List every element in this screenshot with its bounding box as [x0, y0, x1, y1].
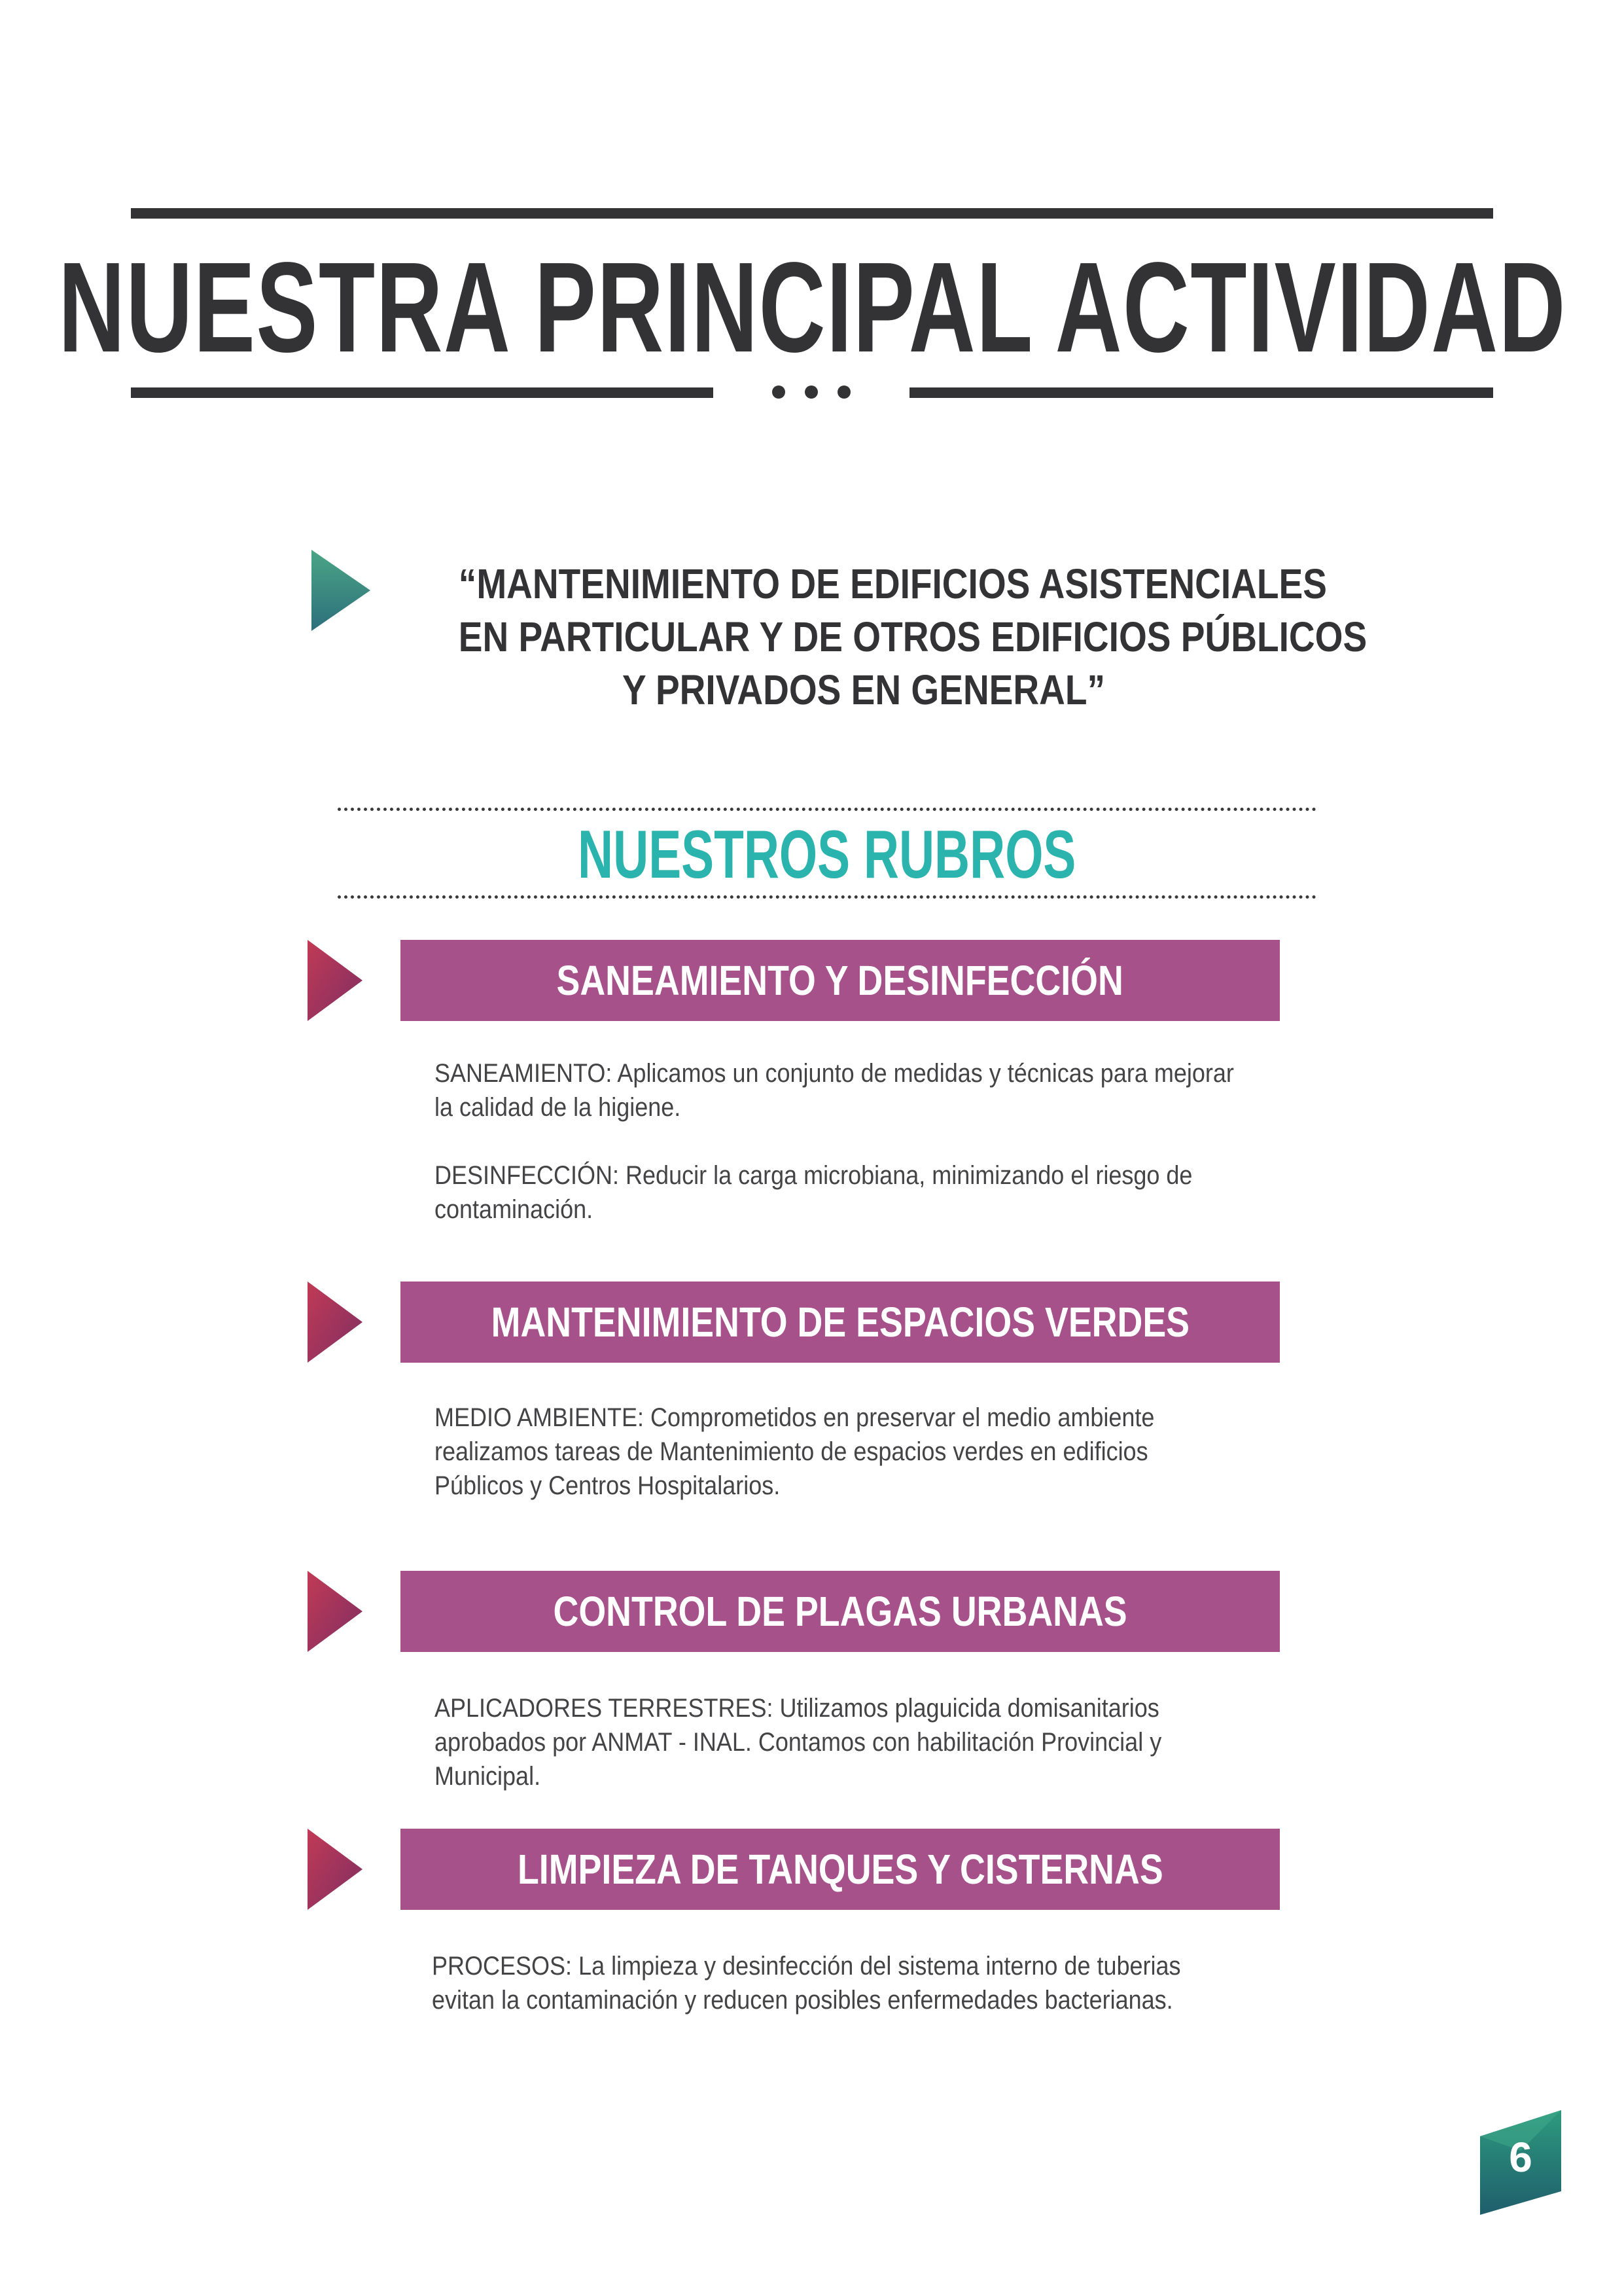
category-arrow-icon	[308, 1829, 362, 1910]
category-description-pest-control	[434, 1691, 1200, 1793]
category-title: LIMPIEZA DE TANQUES Y CISTERNAS	[517, 1846, 1163, 1893]
description-line: la calidad de la higiene.	[434, 1093, 681, 1122]
page-title	[58, 236, 1566, 380]
category-description-sanitation	[434, 1056, 1234, 1227]
category-title: CONTROL DE PLAGAS URBANAS	[553, 1588, 1127, 1635]
section-title	[338, 816, 1316, 894]
quote-arrow-icon	[311, 550, 370, 631]
quote-line: “MANTENIMIENTO DE EDIFICIOS ASISTENCIALES	[458, 560, 1327, 607]
main-activity-quote	[458, 558, 1368, 717]
description-line: aprobados por ANMAT - INAL. Contamos con habilitación Provincial y	[434, 1728, 1162, 1757]
description-line: PROCESOS: La limpieza y desinfección del sistema interno de tuberias	[432, 1952, 1181, 1981]
description-line: MEDIO AMBIENTE: Comprometidos en preservar el medio ambiente	[434, 1403, 1155, 1432]
category-arrow-icon	[308, 1571, 362, 1652]
header-bottom-rule-right	[909, 387, 1493, 398]
header-top-rule	[131, 208, 1493, 219]
header-bottom-rule-left	[131, 387, 713, 398]
category-arrow-icon	[308, 1282, 362, 1363]
ornament-dot	[772, 386, 785, 399]
category-banner-tank-cleaning	[400, 1829, 1280, 1910]
page-number: 6	[1509, 2134, 1532, 2181]
ornament-dot	[805, 386, 818, 399]
category-banner-pest-control	[400, 1571, 1280, 1652]
paragraph-gap	[434, 1124, 1200, 1158]
section-divider-bottom	[338, 895, 1316, 899]
description-line: SANEAMIENTO: Aplicamos un conjunto de medidas y técnicas para mejorar	[434, 1059, 1234, 1088]
description-line: Públicos y Centros Hospitalarios.	[434, 1471, 781, 1500]
category-title: SANEAMIENTO Y DESINFECCIÓN	[556, 957, 1124, 1004]
description-line: DESINFECCIÓN: Reducir la carga microbiana, minimizando el riesgo de	[434, 1161, 1193, 1190]
description-line: evitan la contaminación y reducen posibles enfermedades bacterianas.	[432, 1986, 1173, 2015]
quote-line: EN PARTICULAR Y DE OTROS EDIFICIOS PÚBLICOS	[458, 613, 1368, 660]
category-banner-sanitation	[400, 940, 1280, 1021]
category-title: MANTENIMIENTO DE ESPACIOS VERDES	[491, 1299, 1190, 1346]
description-line: APLICADORES TERRESTRES: Utilizamos plaguicida domisanitarios	[434, 1694, 1159, 1723]
category-description-green-spaces	[434, 1401, 1200, 1503]
description-line: Municipal.	[434, 1762, 541, 1791]
section-divider-top	[338, 808, 1316, 811]
section-title-text: NUESTROS RUBROS	[578, 817, 1076, 893]
category-banner-green-spaces	[400, 1282, 1280, 1363]
category-description-tank-cleaning	[432, 1949, 1197, 2017]
category-arrow-icon	[308, 940, 362, 1021]
description-line: realizamos tareas de Mantenimiento de espacios verdes en edificios	[434, 1437, 1148, 1466]
page-title-text: NUESTRA PRINCIPAL ACTIVIDAD	[58, 236, 1566, 379]
quote-line: Y PRIVADOS EN GENERAL”	[622, 666, 1106, 713]
header-ornament-dots	[772, 386, 851, 401]
ornament-dot	[838, 386, 851, 399]
description-line: contaminación.	[434, 1195, 593, 1224]
